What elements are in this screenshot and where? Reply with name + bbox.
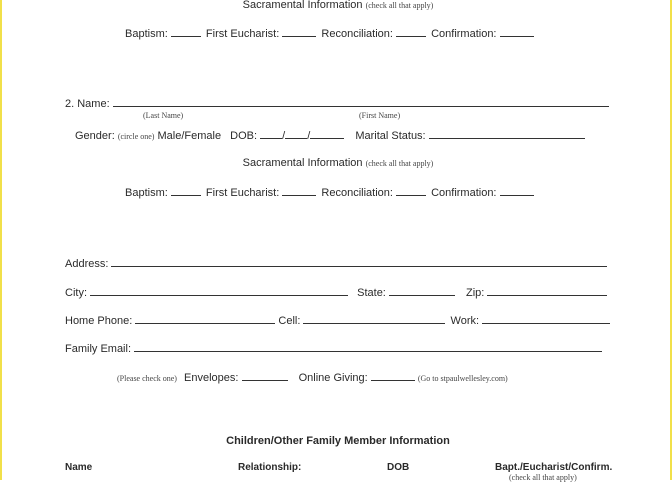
col-name-header: Name [65, 462, 93, 473]
reconciliation-blank-top[interactable] [396, 26, 426, 37]
family-email-field[interactable] [134, 341, 602, 352]
address-row: Address: [65, 256, 607, 271]
envelopes-blank[interactable] [242, 370, 288, 381]
gender-options[interactable]: Male/Female [157, 130, 222, 142]
baptism-blank-top[interactable] [171, 26, 201, 37]
marital-status-field[interactable] [429, 128, 585, 139]
giving-row: (Please check one) Envelopes: Online Giving: (Go to stpaulwellesley.com) [117, 372, 508, 384]
col-relationship-header: Relationship: [238, 462, 302, 473]
confirmation-blank-2[interactable] [500, 185, 534, 196]
col-sacraments-note: (check all that apply) [509, 473, 577, 482]
sacrament-row-2: Baptism: First Eucharist: Reconciliation: Confirmation: [125, 185, 534, 200]
cell-phone-field[interactable] [303, 313, 445, 324]
dob-day-blank[interactable] [285, 128, 307, 139]
reconciliation-blank-2[interactable] [396, 185, 426, 196]
first-eucharist-blank-2[interactable] [282, 185, 316, 196]
address-field[interactable] [111, 256, 607, 267]
dob-year-blank[interactable] [310, 128, 344, 139]
work-phone-field[interactable] [482, 313, 610, 324]
baptism-blank-2[interactable] [171, 185, 201, 196]
online-giving-blank[interactable] [371, 370, 415, 381]
first-name-hint: (First Name) [359, 111, 401, 120]
city-field[interactable] [90, 285, 348, 296]
home-phone-field[interactable] [135, 313, 275, 324]
sacramental-heading-top: Sacramental Information (check all that apply) [242, 0, 434, 11]
col-sacraments-header: Bapt./Eucharist/Confirm. [495, 462, 613, 473]
family-email-row: Family Email: [65, 341, 602, 356]
last-name-hint: (Last Name) [143, 111, 184, 120]
state-field[interactable] [389, 285, 455, 296]
first-eucharist-blank-top[interactable] [282, 26, 316, 37]
name-field-2[interactable] [113, 96, 609, 107]
phone-row: Home Phone: Cell: Work: [65, 313, 610, 328]
zip-field[interactable] [487, 285, 607, 296]
col-dob-header: DOB [387, 462, 410, 473]
city-state-zip-row: City: State: Zip: [65, 285, 607, 300]
name-row-2: 2. Name: [65, 96, 609, 111]
sacramental-heading-2: Sacramental Information (check all that apply) [242, 157, 434, 169]
confirmation-blank-top[interactable] [500, 26, 534, 37]
gender-dob-row: Gender: (circle one) Male/Female DOB: / / Marital Status: [75, 128, 585, 144]
sacrament-row-top: Baptism: First Eucharist: Reconciliation: Confirmation: [125, 26, 534, 41]
dob-month-blank[interactable] [260, 128, 282, 139]
children-section-title: Children/Other Family Member Information [226, 435, 450, 447]
